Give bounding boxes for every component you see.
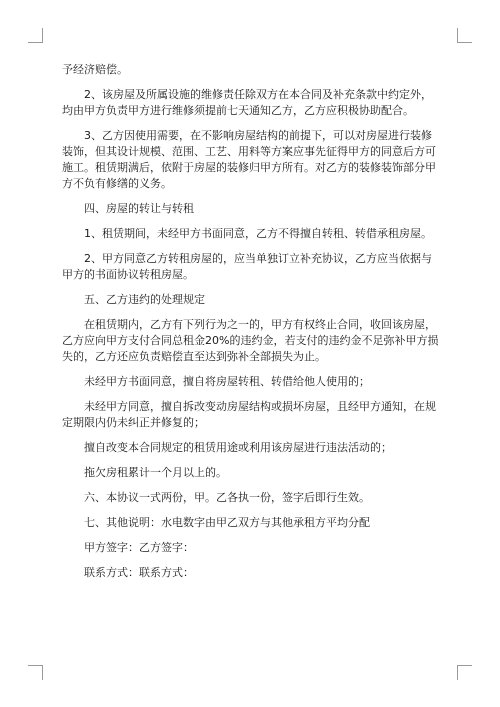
section-heading-transfer: 四、房屋的转让与转租 [84, 202, 194, 215]
list-item-breach-1: 未经甲方书面同意，擅自将房屋转租、转借给他人使用的； [84, 375, 370, 388]
signature-line: 甲方签字：乙方签字： [84, 541, 194, 554]
paragraph-sublet-agreement: 2、甲方同意乙方转租房屋的，应当单独订立补充协议，乙方应当依据与甲方的书面协议转租房屋。 [62, 252, 432, 281]
paragraph-maintenance: 2、该房屋及所属设施的维修责任除双方在本合同及补充条款中约定外，均由甲方负责甲方进行维修须提前七天通知乙方，乙方应积极协助配合。 [62, 88, 432, 117]
contact-line: 联系方式：联系方式： [84, 566, 194, 579]
crop-mark-bottom-left [28, 665, 43, 680]
paragraph-renovation: 3、乙方因使用需要，在不影响房屋结构的前提下，可以对房屋进行装修装饰，但其设计规模、范围、工艺、用料等方案应事先征得甲方的同意后方可施工。租赁期满后，依附于房屋的装修归甲方所有。对乙方的装修装饰部分甲方不负有修缮的义务。 [62, 129, 436, 190]
paragraph-continuation: 予经济赔偿。 [62, 63, 128, 76]
section-heading-copies: 六、本协议一式两份，甲。乙各执一份，签字后即行生效。 [84, 491, 370, 504]
document-body [62, 62, 442, 590]
list-item-breach-4: 拖欠房租累计一个月以上的。 [84, 466, 227, 479]
list-item-breach-2: 未经甲方同意，擅自拆改变动房屋结构或损坏房屋，且经甲方通知，在规定期限内仍未纠正并修复的； [62, 400, 436, 429]
crop-mark-top-left [28, 28, 43, 43]
paragraph-no-sublet: 1、租赁期间，未经甲方书面同意，乙方不得擅自转租、转借承租房屋。 [84, 227, 432, 240]
section-heading-other: 七、其他说明：水电数字由甲乙双方与其他承租方平均分配 [84, 516, 370, 529]
section-heading-breach: 五、乙方违约的处理规定 [84, 293, 205, 306]
paragraph-breach-terms: 在租赁期内，乙方有下列行为之一的，甲方有权终止合同，收回该房屋，乙方应向甲方支付合同总租金20%的违约金，若支付的违约金不足弥补甲方损失的，乙方还应负责赔偿直至达到弥补全部损失为止。 [62, 318, 439, 363]
list-item-breach-3: 擅自改变本合同规定的租赁用途或利用该房屋进行违法活动的； [84, 441, 392, 454]
crop-mark-bottom-right [457, 665, 472, 680]
crop-mark-top-right [457, 28, 472, 43]
